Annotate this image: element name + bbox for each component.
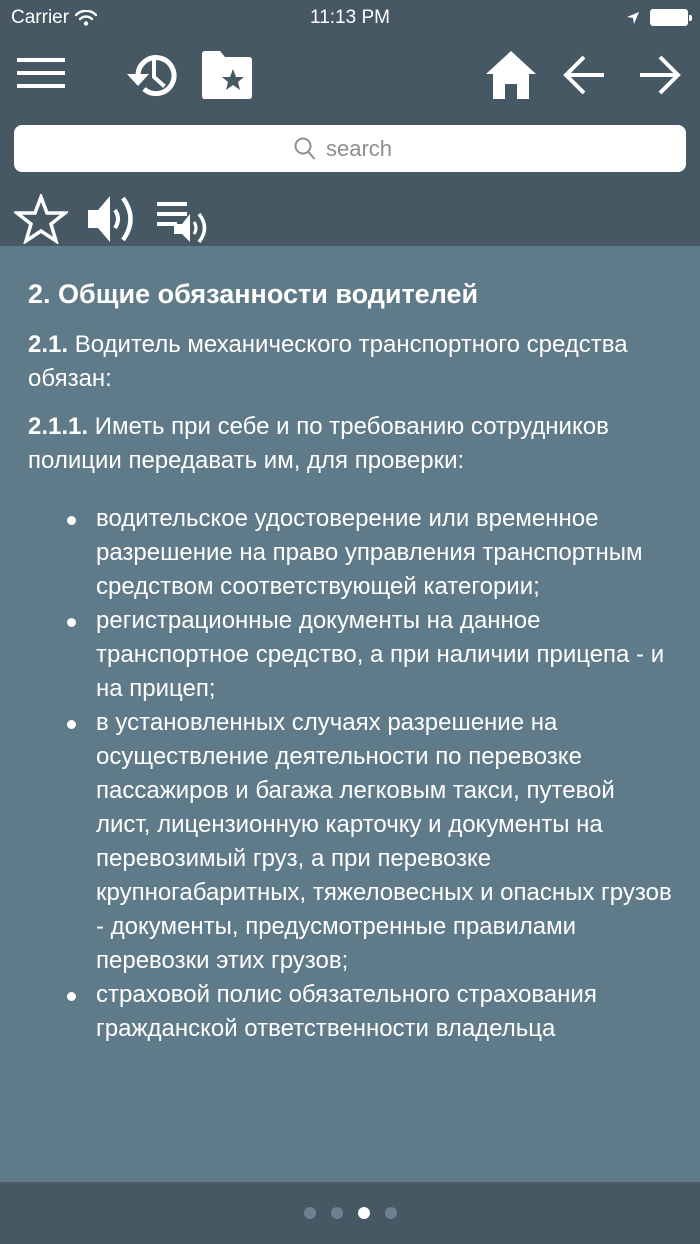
section-heading: 2. Общие обязанности водителей — [28, 279, 479, 309]
page-dot-2[interactable] — [331, 1207, 343, 1219]
home-button[interactable] — [484, 48, 538, 102]
search-icon — [294, 137, 316, 161]
history-icon — [124, 48, 180, 104]
search-bar[interactable] — [14, 125, 686, 172]
search-input[interactable] — [326, 136, 406, 162]
status-bar — [0, 0, 700, 36]
page-dot-3-active[interactable] — [358, 1207, 370, 1219]
history-button[interactable] — [124, 48, 180, 104]
favorites-folder-icon — [200, 48, 254, 102]
carrier-label: Carrier — [11, 7, 70, 28]
read-list-button[interactable] — [156, 194, 214, 249]
document-content[interactable] — [0, 246, 700, 1182]
toolbar — [0, 40, 700, 110]
home-icon — [484, 48, 538, 102]
page-dot-1[interactable] — [304, 1207, 316, 1219]
favorite-button[interactable] — [14, 194, 68, 249]
page-dot-4[interactable] — [385, 1207, 397, 1219]
read-list-audio-icon — [156, 194, 214, 244]
paragraph-text: Иметь при себе и по требованию сотрудников полиции передавать им, для проверки: — [28, 413, 609, 474]
list-item: водительское удостоверение или временное разрешение на право управления транспортным средством соответствующей категории; — [96, 502, 672, 604]
page-indicator — [0, 1182, 700, 1244]
action-row — [0, 190, 700, 246]
speak-button[interactable] — [86, 194, 142, 249]
speaker-icon — [86, 194, 142, 244]
document-list — [28, 502, 672, 1046]
paragraph-number: 2.1. — [28, 331, 69, 358]
paragraph-2-1-1 — [28, 410, 672, 478]
status-right — [626, 9, 688, 26]
battery-icon — [650, 9, 688, 26]
header — [0, 0, 700, 246]
location-arrow-icon — [626, 11, 640, 25]
star-outline-icon — [14, 194, 68, 244]
forward-arrow-icon — [636, 48, 682, 102]
menu-icon — [16, 48, 66, 98]
list-item: регистрационные документы на данное транспортное средство, а при наличии прицепа - и на прицеп; — [96, 604, 672, 706]
back-arrow-icon — [562, 48, 608, 102]
back-button[interactable] — [562, 48, 608, 102]
list-item: страховой полис обязательного страхования гражданской ответственности владельца — [96, 978, 672, 1046]
list-item: в установленных случаях разрешение на осуществление деятельности по перевозке пассажиров и багажа легковым такси, путевой лист, лицензионную карточку и документы на перевозимый груз, а при перевозке крупногабаритных, тяжеловесных и опасных грузов - документы, предусмотренные правилами перевозки этих грузов; — [96, 706, 672, 978]
paragraph-text: Водитель механического транспортного средства обязан: — [28, 331, 628, 392]
forward-button[interactable] — [636, 48, 682, 102]
paragraph-2-1 — [28, 328, 672, 396]
menu-button[interactable] — [16, 48, 66, 98]
status-time: 11:13 PM — [310, 7, 390, 28]
favorites-folder-button[interactable] — [200, 48, 254, 102]
paragraph-number: 2.1.1. — [28, 413, 89, 440]
